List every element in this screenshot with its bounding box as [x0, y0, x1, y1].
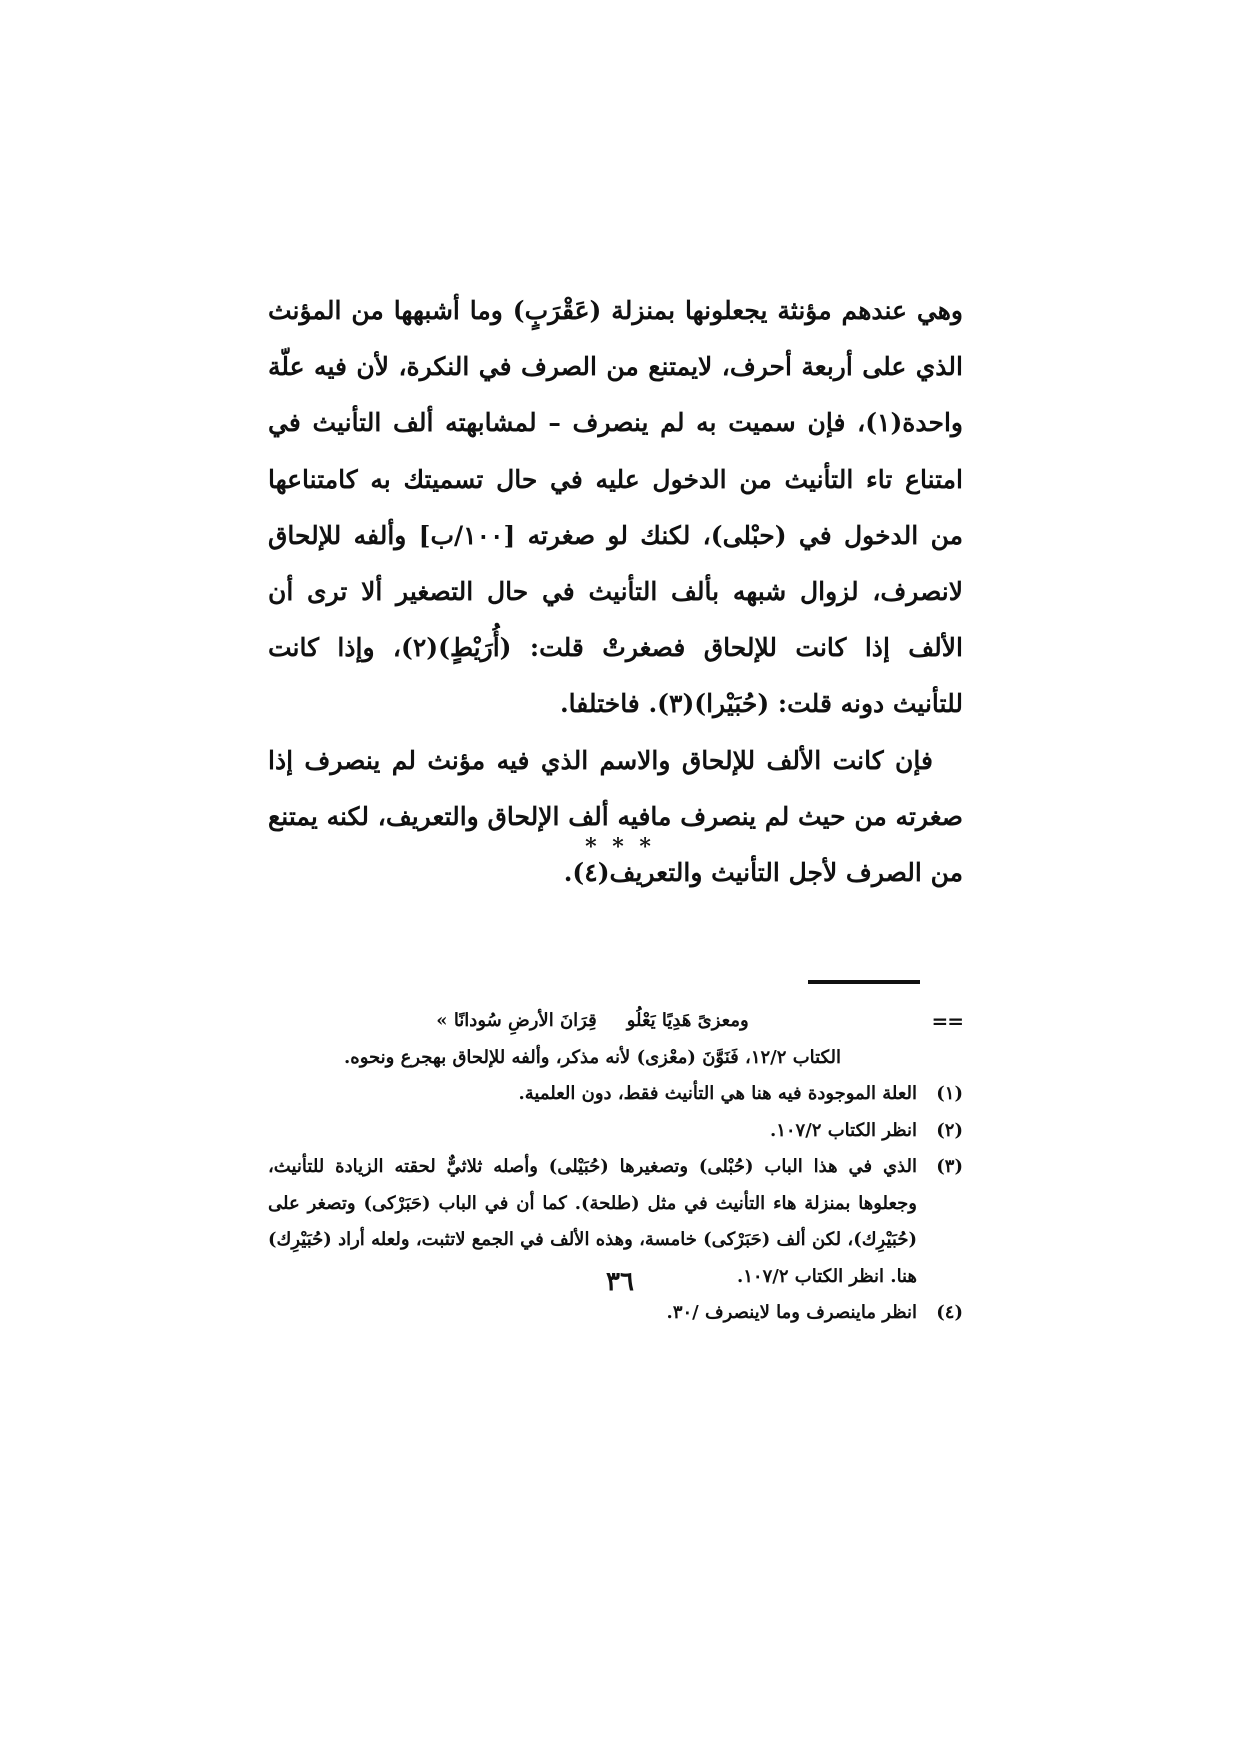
footnote-marker: (٤): [936, 1302, 963, 1323]
footnote-continuation: [268, 1003, 963, 1040]
section-separator: * * *: [585, 834, 655, 860]
footnote: [268, 1295, 963, 1332]
continuation-marker: ==: [931, 1009, 963, 1033]
footnote-text: انظر الكتاب ١٠٧/٢.: [769, 1119, 917, 1141]
footnote-divider: [808, 980, 920, 984]
footnote-text: الذي في هذا الباب (حُبْلى) وتصغيرها (حُبَيْلى) وأصله ثلاثيٌّ لحقته الزيادة للتأنيث، وجعلوها بمنزلة هاء التأنيث في مثل (طلحة). كما أن في الباب (حَبَرْكى) وتصغر على (حُبَيْرِك)، لكن ألف (حَبَرْكى) خامسة، وهذه الألف في الجمع لاتثبت، ولعله أراد (حُبَيْرِك) هنا. انظر الكتاب ١٠٧/٢.: [268, 1156, 917, 1287]
main-text: [268, 283, 963, 901]
verse-second-hemistich: قِرَانَ الأرضِ سُودانًا »: [436, 1010, 597, 1031]
footnote-text: انظر ماينصرف وما لاينصرف /٣٠.: [666, 1302, 917, 1323]
footnote-marker: (١): [936, 1083, 963, 1104]
verse-first-hemistich: ومعزىً هَدِيًا يَعْلُو: [626, 1010, 749, 1031]
footnote: [268, 1076, 963, 1113]
footnote: [268, 1113, 963, 1150]
paragraph: وهي عندهم مؤنثة يجعلونها بمنزلة (عَقْرَبٍ) وما أشبهها من المؤنث الذي على أربعة أحرف، لايمتنع من الصرف في النكرة، لأن فيه علّة واحدة(١)، فإن سميت به لم ينصرف – لمشابهته ألف التأنيث في امتناع تاء التأنيث من الدخول عليه في حال تسميتك به كامتناعها من الدخول في (حبْلى)، لكنك لو صغرته [١٠٠/ب] وألفه للإلحاق لانصرف، لزوال شبهه بألف التأنيث في حال التصغير ألا ترى أن الألف إذا كانت للإلحاق فصغرتْ قلت: (أُرَيْطٍ)(٢)، وإذا كانت للتأنيث دونه قلت: (حُبَيْرا)(٣). فاختلفا.: [268, 296, 963, 719]
footnote-marker: (٢): [936, 1119, 963, 1141]
footnote-source-line: الكتاب ١٢/٢، فَنَوَّنَ (معْزى) لأنه مذكر، وألفه للإلحاق بهجرع ونحوه.: [344, 1046, 841, 1068]
footnote-text: العلة الموجودة فيه هنا هي التأنيث فقط، دون العلمية.: [518, 1083, 917, 1104]
page-number: ٣٦: [606, 1267, 634, 1297]
footnote-marker: (٣): [936, 1156, 963, 1177]
paragraph: فإن كانت الألف للإلحاق والاسم الذي فيه مؤنث لم ينصرف إذا صغرته من حيث لم ينصرف مافيه ألف الإلحاق والتعريف، لكنه يمتنع من الصرف لأجل التأنيث والتعريف(٤).: [268, 745, 963, 888]
verse-line: [268, 1003, 917, 1040]
